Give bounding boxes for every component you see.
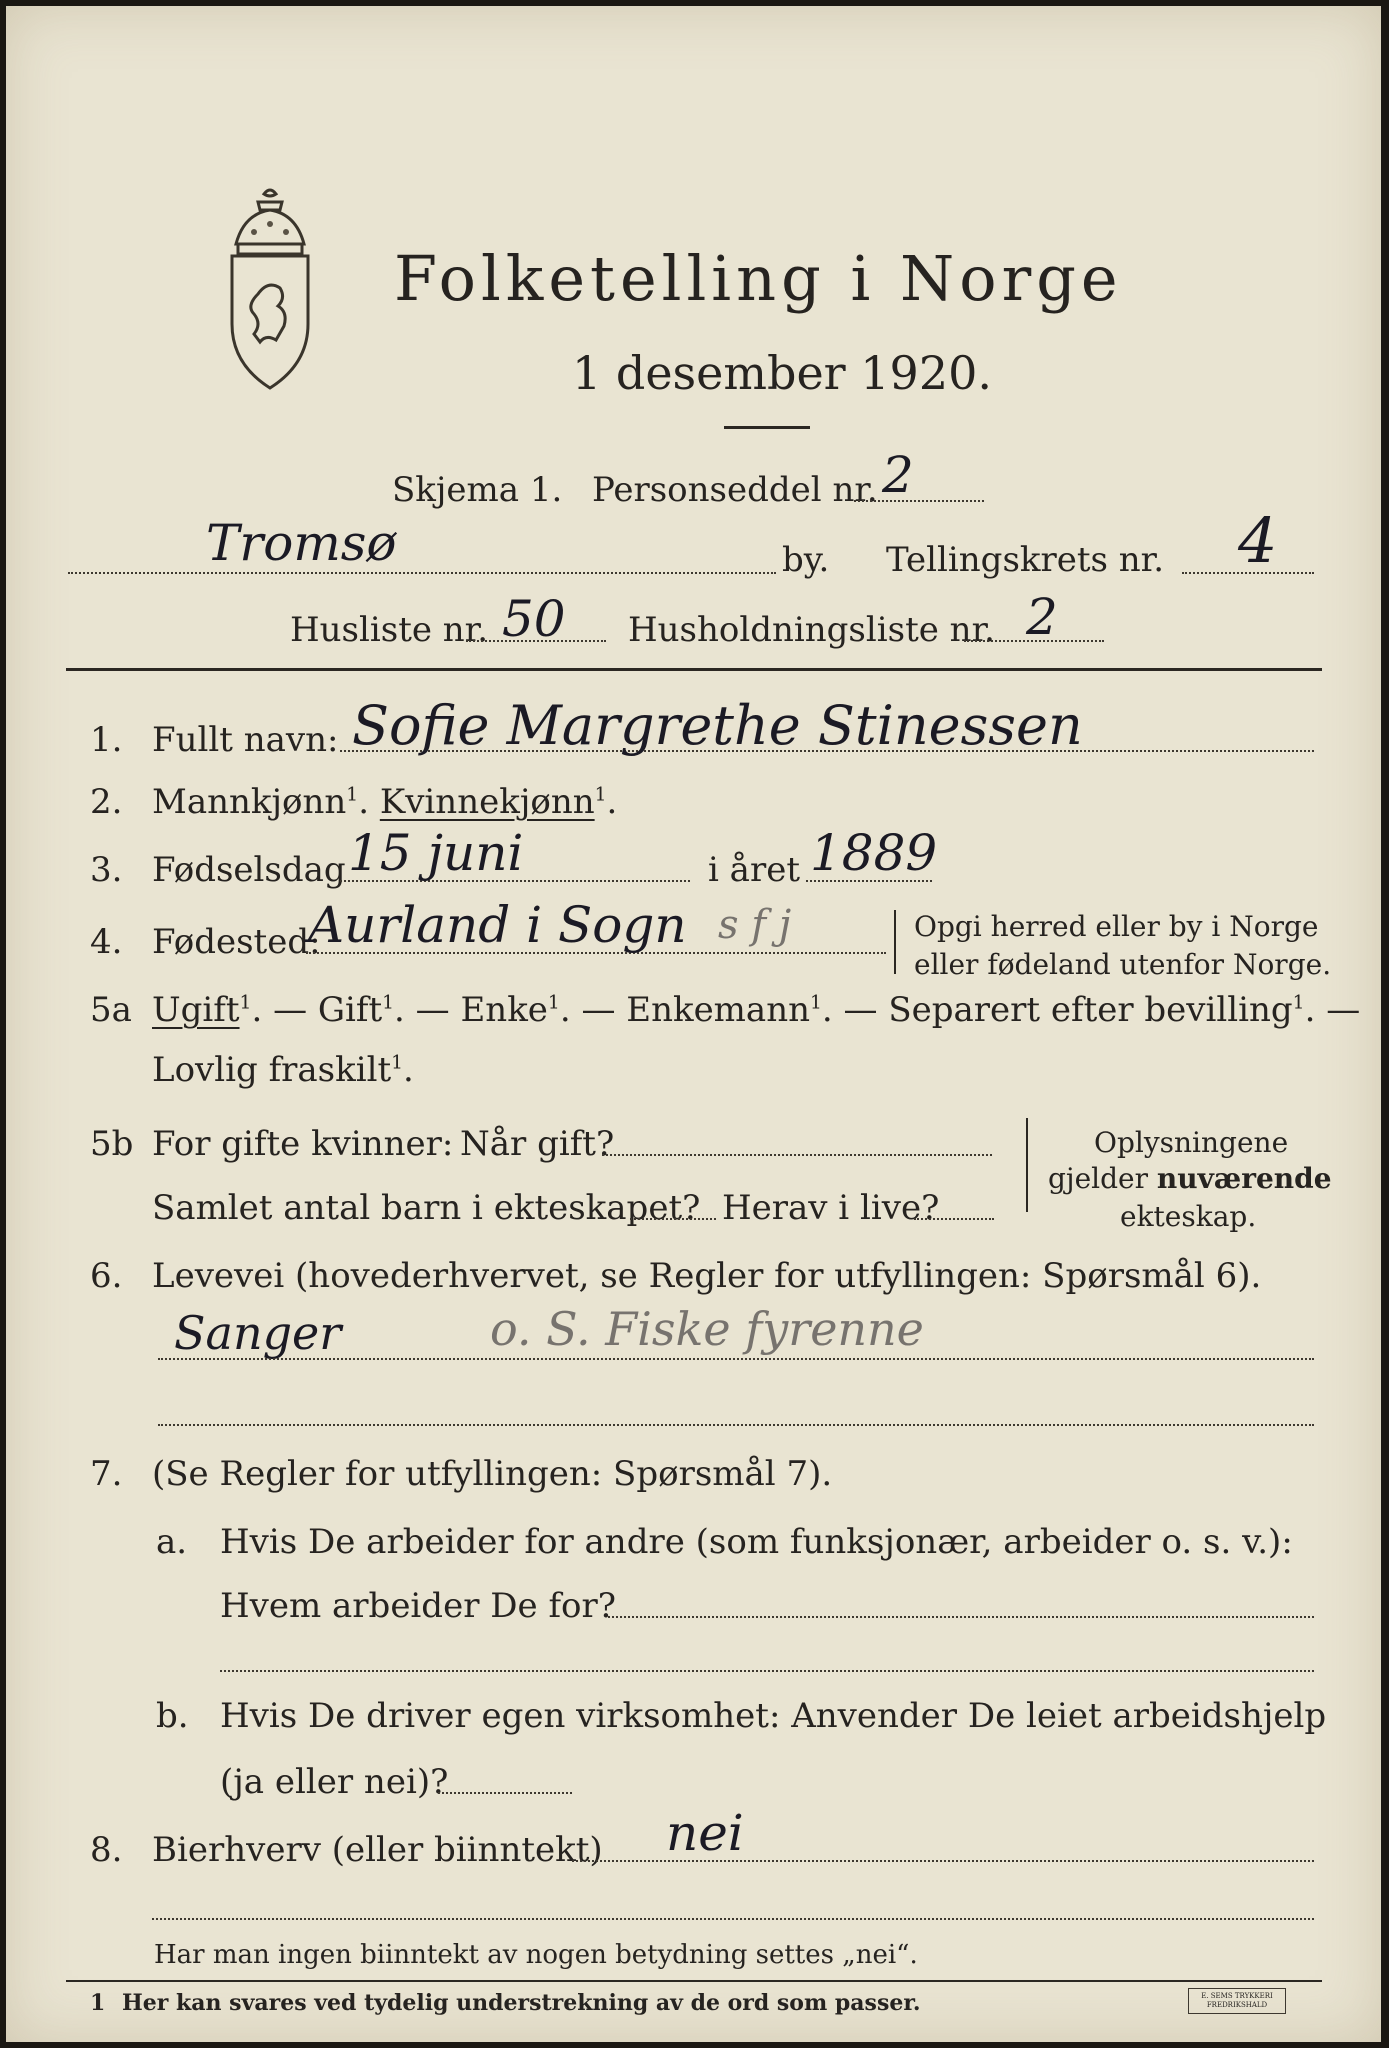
q8-line2	[152, 1918, 1314, 1920]
q5b-naar-label: Når gift?	[460, 1124, 615, 1164]
q5a-enke-footnote: 1	[547, 992, 560, 1014]
q6-mark: o. S. Fiske fyrenne	[490, 1302, 924, 1356]
q4-note-line2: eller fødeland utenfor Norge.	[914, 948, 1332, 981]
q5a-fraskilt	[152, 1050, 414, 1090]
q3-day-value: 15 juni	[348, 824, 524, 882]
q5a-fraskilt-period: .	[403, 1050, 414, 1090]
q3-year-value: 1889	[810, 824, 938, 882]
q5a-sep5: .	[1304, 990, 1327, 1030]
q6-line1	[158, 1358, 1314, 1360]
personseddel-label: Personseddel nr.	[592, 470, 878, 510]
city-line	[68, 572, 776, 574]
by-label: by.	[782, 540, 830, 580]
q5a-options	[152, 990, 1360, 1030]
q5b-note-bracket	[1026, 1118, 1028, 1212]
q7b-question: (ja eller nei)?	[220, 1762, 449, 1802]
q5b-label: For gifte kvinner:	[152, 1124, 454, 1164]
q3-label: Fødselsdag	[152, 850, 346, 890]
q2-number: 2.	[90, 782, 123, 822]
q5b-herav-line	[914, 1218, 994, 1220]
q5a-separert-footnote: 1	[1292, 992, 1305, 1014]
q5b-samlet-label: Samlet antal barn i ekteskapet?	[152, 1188, 701, 1228]
q5a-sep2: .	[394, 990, 416, 1030]
q5b-note-gjelder: gjelder	[1048, 1162, 1149, 1195]
q2-male-footnote: 1	[346, 784, 359, 806]
q5a-sep4: .	[821, 990, 844, 1030]
footer-divider	[66, 1980, 1322, 1982]
krets-label: Tellingskrets nr.	[886, 540, 1165, 580]
q6-number: 6.	[90, 1256, 123, 1296]
q1-label: Fullt navn:	[152, 720, 339, 760]
q6-label: Levevei (hovederhvervet, se Regler for utfyllingen: Spørsmål 6).	[152, 1256, 1262, 1296]
q2-female-footnote: 1	[594, 784, 607, 806]
skjema-label: Skjema 1.	[392, 470, 563, 510]
q5a-ugift-footnote: 1	[239, 992, 252, 1014]
husliste-label: Husliste nr.	[290, 610, 489, 650]
header-divider	[66, 668, 1322, 671]
q2-options	[152, 782, 617, 822]
q4-note-line1: Opgi herred eller by i Norge	[914, 910, 1319, 943]
q7-label: (Se Regler for utfyllingen: Spørsmål 7).	[152, 1454, 833, 1494]
footnote-text: Her kan svares ved tydelig understrekning av de ord som passer.	[122, 1990, 921, 2016]
q5a-gift: — Gift	[273, 990, 383, 1030]
footnote-number: 1	[90, 1990, 106, 2016]
form-title: Folketelling i Norge	[394, 242, 1123, 315]
footer-note: Har man ingen biinntekt av nogen betydning settes „nei“.	[154, 1940, 918, 1970]
q7a-question: Hvem arbeider De for?	[220, 1586, 616, 1626]
q8-label: Bierhverv (eller biinntekt)	[152, 1830, 603, 1870]
krets-value: 4	[1238, 504, 1278, 577]
q5b-naar-line	[602, 1154, 992, 1156]
q3-number: 3.	[90, 850, 123, 890]
q5a-sep1: .	[251, 990, 274, 1030]
q5b-note-line3: ekteskap.	[1120, 1200, 1257, 1233]
q7b-line	[438, 1792, 572, 1794]
q7b-letter: b.	[156, 1696, 189, 1736]
q7a-line2	[220, 1670, 1314, 1672]
census-form-page	[6, 6, 1381, 2042]
q2-separator: .	[358, 782, 380, 822]
q7a-letter: a.	[156, 1522, 188, 1562]
coat-of-arms-emblem	[218, 184, 322, 394]
q5a-fraskilt-text: Lovlig fraskilt	[152, 1050, 392, 1090]
q7b-text: Hvis De driver egen virksomhet: Anvender De leiet arbeidshjelp	[220, 1696, 1327, 1736]
q5a-separert: — Separert efter bevilling	[843, 990, 1293, 1030]
q5b-note-line2	[1048, 1162, 1332, 1195]
printer-stamp: E. SEMS TRYKKERI FREDRIKSHALD	[1188, 1988, 1286, 2014]
q5a-ugift-underlined: Ugift	[152, 990, 240, 1030]
q4-label: Fødested:	[152, 922, 321, 962]
q6-line2	[158, 1424, 1314, 1426]
husholdning-value: 2	[1026, 588, 1058, 646]
q5b-note-nuvaerende: nuværende	[1156, 1162, 1332, 1195]
husholdning-label: Husholdningsliste nr.	[628, 610, 995, 650]
husliste-value: 50	[502, 590, 566, 648]
q5a-number: 5a	[90, 990, 132, 1030]
title-divider	[724, 426, 810, 429]
personseddel-line	[854, 500, 984, 502]
q5a-gift-footnote: 1	[382, 992, 395, 1014]
q2-period: .	[606, 782, 618, 822]
q3-year-label: i året	[708, 850, 800, 890]
q6-value: Sanger	[174, 1306, 342, 1360]
q5b-herav-label: Herav i live?	[722, 1188, 940, 1228]
q5b-note-line1: Oplysningene	[1094, 1126, 1289, 1159]
q5a-sep3: .	[559, 990, 582, 1030]
q1-value: Sofie Margrethe Stinessen	[352, 694, 1083, 757]
q4-value: Aurland i Sogn	[308, 896, 687, 954]
q7a-text: Hvis De arbeider for andre (som funksjonær, arbeider o. s. v.):	[220, 1522, 1293, 1562]
census-date: 1 desember 1920.	[572, 346, 992, 400]
q4-note-bracket	[894, 910, 896, 974]
q8-value: nei	[666, 1804, 744, 1862]
q1-number: 1.	[90, 720, 123, 760]
q2-male: Mannkjønn	[152, 782, 347, 822]
q5a-enkemann-footnote: 1	[810, 992, 822, 1014]
q5a-enke: — Enke	[415, 990, 548, 1030]
q4-mark: s f j	[718, 902, 792, 948]
personseddel-value: 2	[882, 446, 914, 504]
q7-number: 7.	[90, 1454, 123, 1494]
q5a-fraskilt-footnote: 1	[391, 1052, 404, 1074]
q5b-samlet-line	[630, 1218, 716, 1220]
city-value: Tromsø	[206, 514, 397, 572]
q5a-dash: —	[1326, 990, 1361, 1030]
q5a-enkemann: — Enkemann	[581, 990, 810, 1030]
q8-number: 8.	[90, 1830, 123, 1870]
q2-female-underlined: Kvinnekjønn	[379, 782, 595, 822]
q5b-number: 5b	[90, 1124, 134, 1164]
q4-number: 4.	[90, 922, 123, 962]
q7a-line1	[608, 1616, 1314, 1618]
